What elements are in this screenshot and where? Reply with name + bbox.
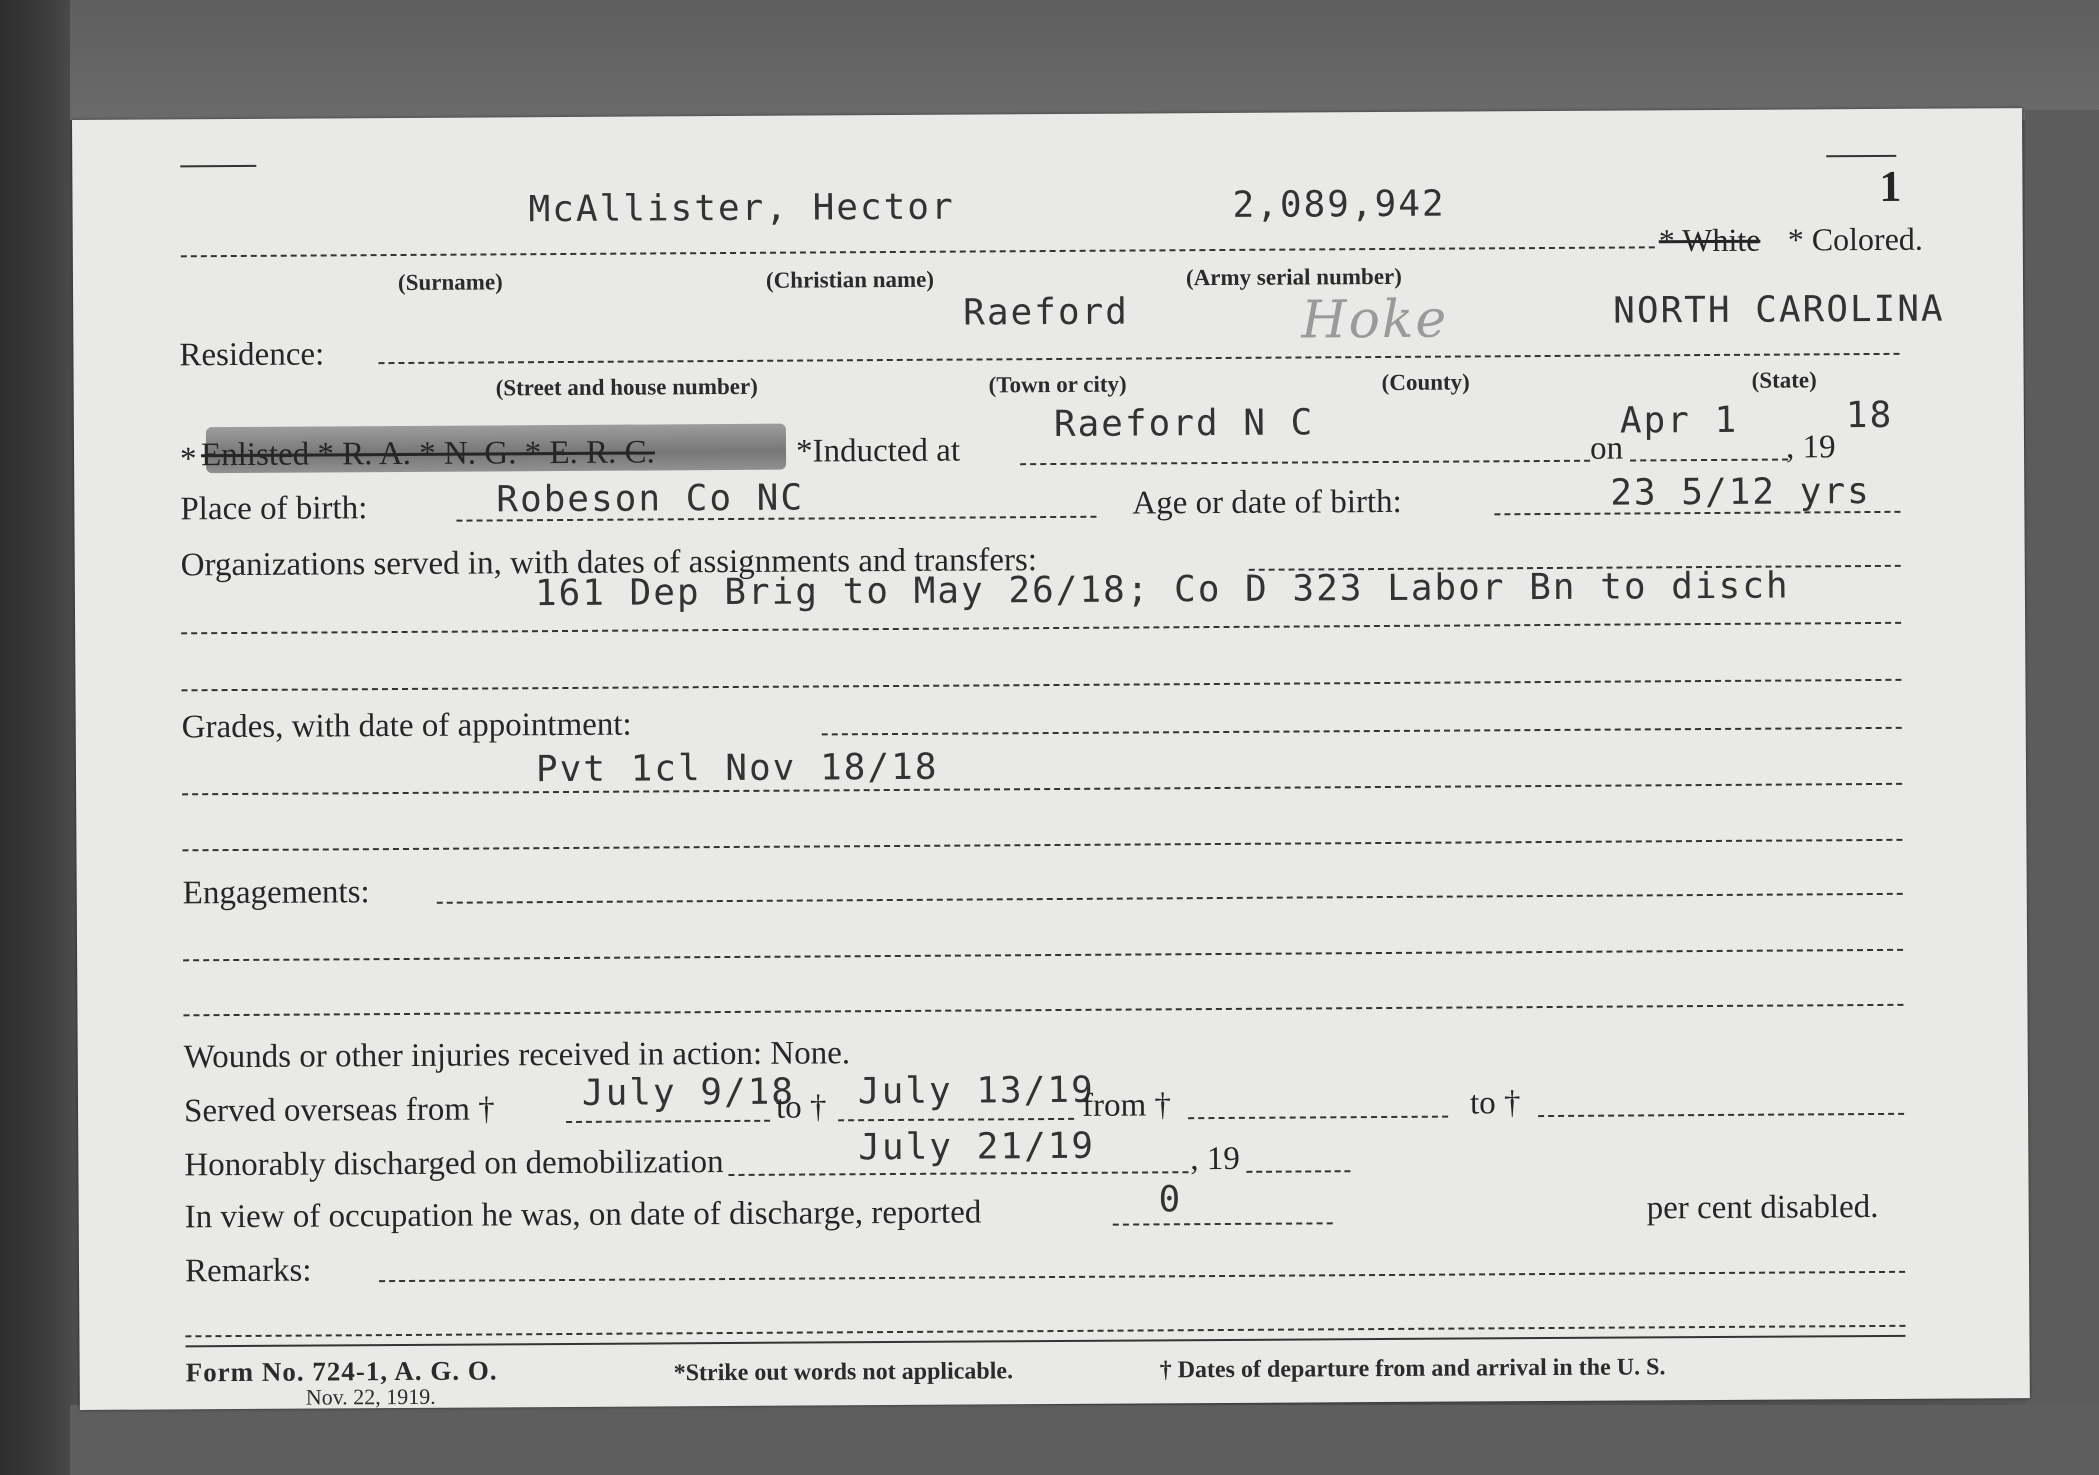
- overseas-from-line: [566, 1120, 770, 1123]
- discharged-line: [728, 1171, 1188, 1176]
- engagements-line-2: [183, 949, 1903, 962]
- overseas-to2-line: [1538, 1113, 1904, 1117]
- scan-border-bottom: [70, 1405, 2099, 1475]
- grades-value: Pvt 1cl Nov 18/18: [535, 746, 939, 791]
- engagements-label: Engagements:: [182, 874, 370, 912]
- overseas-to-value: July 13/19: [857, 1069, 1095, 1113]
- organizations-line-3: [181, 679, 1901, 692]
- serial-caption: (Army serial number): [1185, 263, 1402, 291]
- footer-rule: [185, 1335, 1905, 1348]
- disability-suffix: per cent disabled.: [1646, 1188, 1879, 1227]
- on-label: on: [1589, 430, 1624, 467]
- scan-border-right: [2025, 110, 2099, 1410]
- wounds-text: Wounds or other injuries received in action: None.: [183, 1035, 851, 1076]
- state-value: NORTH CAROLINA: [1613, 288, 1945, 332]
- surname-caption: (Surname): [397, 269, 503, 296]
- strike-note: *Strike out words not applicable.: [673, 1358, 1014, 1387]
- year-prefix: , 19: [1785, 429, 1836, 466]
- engagements-line-1: [437, 893, 1903, 904]
- birth-place-value: Robeson Co NC: [496, 477, 805, 521]
- disability-label: In view of occupation he was, on date of discharge, reported: [184, 1194, 982, 1236]
- grades-line-3: [182, 839, 1902, 852]
- overseas-label: Served overseas from †: [183, 1091, 495, 1130]
- overseas-from-value: July 9/18: [581, 1071, 796, 1114]
- name-line: [181, 246, 1655, 257]
- race-white: * White: [1658, 221, 1761, 259]
- state-caption: (State): [1751, 367, 1817, 393]
- organizations-label: Organizations served in, with dates of assignments and transfers:: [180, 542, 1038, 584]
- grades-label: Grades, with date of appointment:: [181, 706, 632, 746]
- organizations-line-2: [181, 622, 1901, 635]
- inducted-place: Raeford N C: [1053, 402, 1315, 446]
- overseas-to-line: [838, 1118, 1074, 1121]
- inducted-date: Apr 1: [1619, 399, 1739, 442]
- remarks-line-1: [379, 1271, 1905, 1282]
- age-value: 23 5/12 yrs: [1610, 471, 1871, 514]
- inducted-year: 18: [1845, 394, 1894, 437]
- organizations-value: 161 Dep Brig to May 26/18; Co D 323 Labor Bn to disch: [534, 565, 1790, 615]
- age-line: [1494, 511, 1900, 515]
- discharged-year-prefix: , 19: [1190, 1140, 1240, 1178]
- service-record-card: [72, 108, 2030, 1410]
- dates-note: † Dates of departure from and arrival in the U. S.: [1159, 1354, 1666, 1384]
- inducted-line: [1020, 460, 1590, 465]
- disability-line: [1113, 1222, 1333, 1225]
- overseas-to2-label: to †: [1469, 1085, 1521, 1122]
- remarks-label: Remarks:: [184, 1252, 312, 1290]
- inducted-date-line: [1630, 459, 1788, 462]
- county-caption: (County): [1381, 369, 1470, 396]
- grades-line-1: [822, 727, 1902, 736]
- enlisted-options: Enlisted * R. A. * N. G. * E. R. C.: [200, 434, 655, 474]
- birth-place-label: Place of birth:: [180, 490, 368, 528]
- grades-line-2: [182, 783, 1902, 796]
- discharged-date: July 21/19: [858, 1125, 1096, 1169]
- serial-number-value: 2,089,942: [1232, 183, 1446, 226]
- inducted-label: *Inducted at: [795, 432, 961, 470]
- town-caption: (Town or city): [988, 371, 1127, 398]
- residence-line: [378, 353, 1899, 364]
- christian-name-caption: (Christian name): [765, 266, 935, 293]
- town-value: Raeford: [963, 291, 1130, 334]
- top-left-rule: [180, 165, 256, 167]
- overseas-to-label: to †: [775, 1089, 827, 1126]
- enlist-star: *: [179, 441, 197, 478]
- card-number: 1: [1879, 161, 1902, 211]
- race-colored: * Colored.: [1787, 220, 1923, 258]
- street-caption: (Street and house number): [495, 373, 758, 401]
- name-value: McAllister, Hector: [528, 186, 955, 231]
- overseas-from2-label: from †: [1081, 1087, 1172, 1124]
- engagements-line-3: [183, 1004, 1903, 1017]
- disability-value: 0: [1158, 1179, 1183, 1221]
- county-value: Hoke: [1301, 289, 1449, 351]
- top-right-rule: [1826, 155, 1896, 157]
- form-date: Nov. 22, 1919.: [305, 1383, 436, 1410]
- residence-label: Residence:: [179, 336, 325, 374]
- discharged-year-line: [1246, 1170, 1350, 1173]
- age-label: Age or date of birth:: [1132, 483, 1402, 522]
- discharged-label: Honorably discharged on demobilization: [184, 1144, 724, 1184]
- overseas-from2-line: [1188, 1116, 1448, 1120]
- scan-border-top: [70, 0, 2099, 120]
- form-number: Form No. 724-1, A. G. O.: [185, 1355, 498, 1388]
